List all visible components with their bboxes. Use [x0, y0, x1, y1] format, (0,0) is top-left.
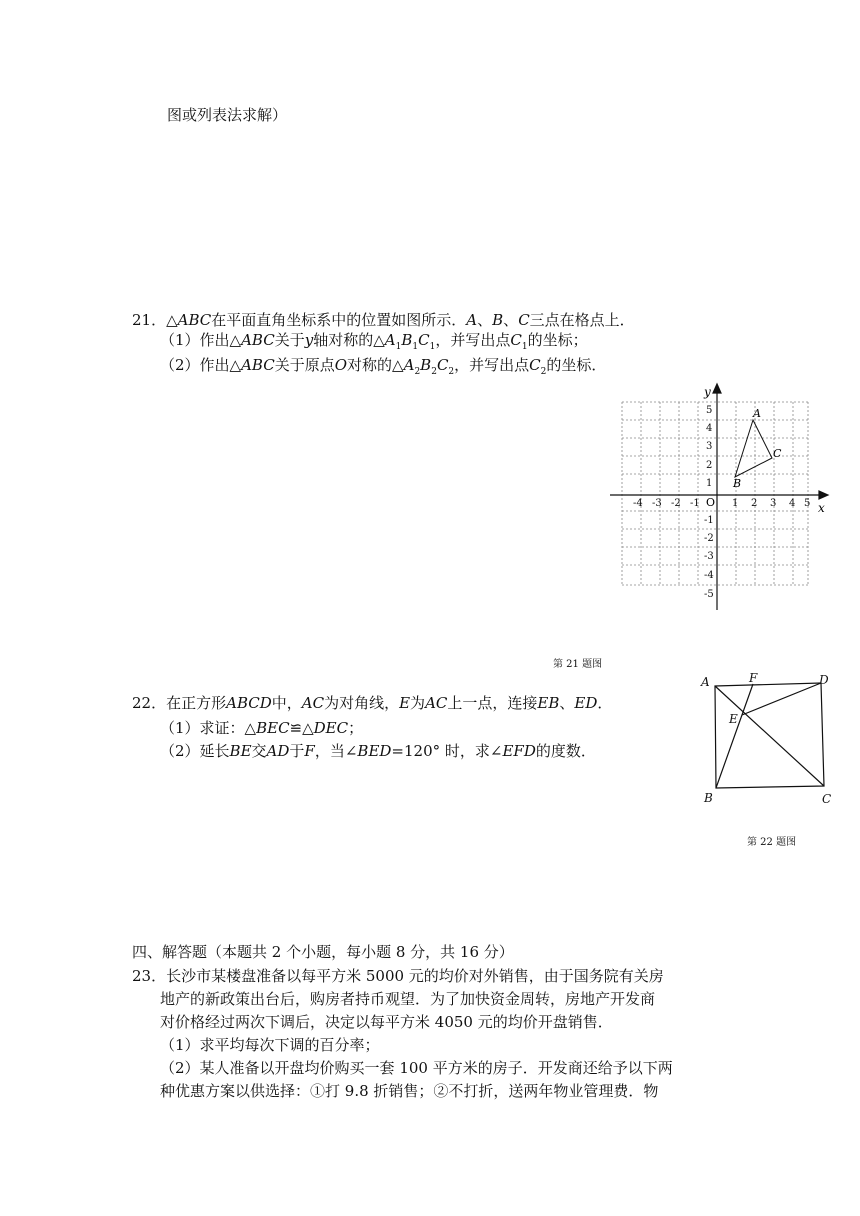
q23-line-1: 23．长沙市某楼盘准备以每平方米 5000 元的均价对外销售，由于国务院有关房 — [132, 967, 664, 985]
q21-stem: 21．△ABC在平面直角坐标系中的位置如图所示．A、B、C三点在格点上． — [132, 311, 635, 329]
q23-line-2: 地产的新政策出台后，购房者持币观望．为了加快资金周转，房地产开发商 — [160, 990, 656, 1008]
q21-coordinate-grid — [600, 380, 840, 620]
q22-square-figure — [700, 670, 840, 810]
q22-part2: （2）延长BE交AD于F，当∠BED=120° 时，求∠EFD的度数． — [160, 742, 596, 760]
q21-caption: 第 21 题图 — [553, 659, 603, 670]
q23-line-3: 对价格经过两次下调后，决定以每平方米 4050 元的均价开盘销售． — [160, 1013, 613, 1031]
y-tick: 3 — [706, 441, 713, 452]
y-tick: -2 — [704, 533, 714, 544]
x-tick: 5 — [804, 498, 811, 509]
y-tick: -5 — [704, 589, 714, 600]
x-tick: -1 — [690, 498, 700, 509]
label-e: E — [729, 712, 738, 726]
label-a: A — [701, 675, 710, 689]
x-tick: 1 — [732, 498, 739, 509]
y-tick: 4 — [706, 423, 713, 434]
q22-stem: 22．在正方形ABCD中，AC为对角线，E为AC上一点，连接EB、ED． — [132, 694, 613, 712]
label-c: C — [822, 792, 832, 806]
x-tick-labels — [633, 498, 810, 509]
segment-ed — [742, 683, 821, 715]
q23-line-6: 种优惠方案以供选择：①打 9.8 折销售；②不打折，送两年物业管理费．物 — [160, 1082, 659, 1100]
y-tick: -1 — [704, 515, 714, 526]
x-tick: -4 — [633, 498, 643, 509]
axes — [610, 384, 828, 610]
point-label-b: B — [733, 477, 742, 490]
q21-part2: （2）作出△ABC关于原点O对称的$\triangle A_2B_2C_2$，并写出点$C_2$的坐标． — [160, 356, 607, 377]
q23-line-5: （2）某人准备以开盘均价购买一套 100 平方米的房子．开发商还给予以下两 — [160, 1059, 673, 1077]
diagonal-ac — [715, 686, 824, 786]
top-fragment: 图或列表法求解） — [167, 106, 288, 124]
q21-part1: （1）作出△ABC关于y轴对称的$\triangle A_1B_1C_1$，并写出点$C_1$的坐标； — [160, 331, 588, 352]
y-tick: 2 — [706, 460, 713, 471]
y-tick: 5 — [706, 405, 713, 416]
triangle-abc — [735, 420, 772, 477]
x-tick: 4 — [789, 498, 796, 509]
q22-part1: （1）求证：△BEC≌△DEC； — [160, 719, 364, 737]
section-4-heading: 四、解答题（本题共 2 个小题，每小题 8 分，共 16 分） — [132, 943, 514, 961]
x-axis-label: x — [818, 501, 825, 515]
point-label-a: A — [753, 407, 761, 420]
grid-lines — [622, 402, 811, 585]
x-tick: 2 — [751, 498, 758, 509]
y-tick: -4 — [704, 570, 714, 581]
label-f: F — [749, 671, 758, 685]
x-tick: 3 — [770, 498, 777, 509]
label-d: D — [819, 673, 829, 687]
origin-label: O — [706, 496, 716, 509]
x-tick: -3 — [652, 498, 662, 509]
segment-bf — [716, 684, 753, 788]
y-tick: 1 — [706, 478, 713, 489]
q22-caption: 第 22 题图 — [747, 837, 797, 848]
label-b: B — [704, 791, 713, 805]
x-tick: -2 — [671, 498, 681, 509]
point-label-c: C — [773, 447, 782, 460]
y-tick: -3 — [704, 551, 714, 562]
y-axis-label: y — [704, 385, 711, 399]
q23-line-4: （1）求平均每次下调的百分率； — [160, 1036, 380, 1054]
